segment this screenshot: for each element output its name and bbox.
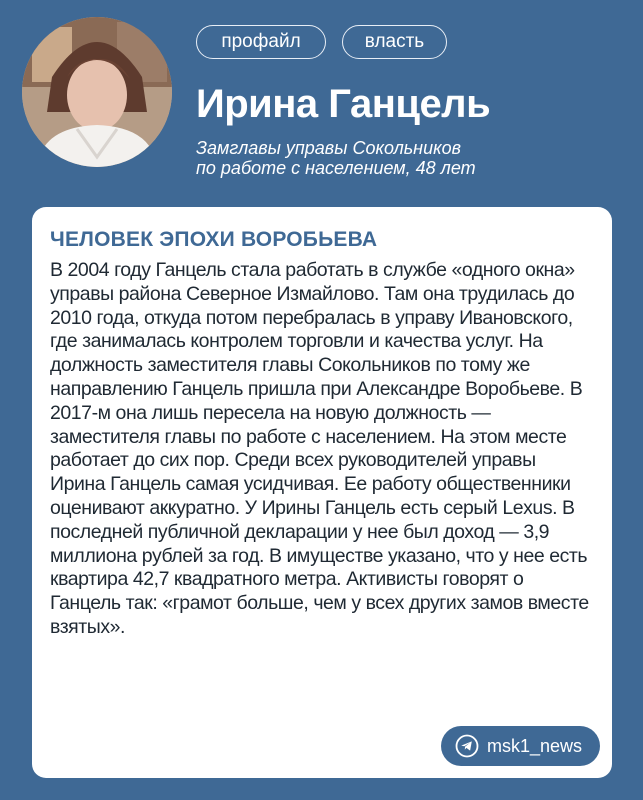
tag-list <box>196 25 447 59</box>
channel-badge[interactable] <box>441 726 600 766</box>
article-card <box>32 207 612 778</box>
channel-name: msk1_news <box>486 735 582 756</box>
subtitle-line-1: Замглавы управы Сокольников <box>196 138 462 158</box>
person-name: Ирина Ганцель <box>196 82 491 126</box>
portrait-image <box>22 17 172 167</box>
profile-photo <box>22 17 172 167</box>
tag-profile[interactable]: профайл <box>196 25 326 59</box>
person-subtitle <box>196 138 476 178</box>
telegram-icon <box>455 734 479 758</box>
tag-power[interactable]: власть <box>342 25 447 59</box>
subtitle-line-2: по работе с населением, 48 лет <box>196 158 476 178</box>
article-body: В 2004 году Ганцель стала работать в службе «одного окна» управы района Северное Измайлово. Там она трудилась до 2010 года, откуда потом перебралась в управу Ивановского, где занималась контролем торговли и качества услуг. На должность заместителя главы Сокольников по тому же направлению Ганцель пришла при Александре Воробьеве. В 2017-м она лишь пересела на новую должность — заместителя главы по работе с населением. На этом месте работает до сих пор. Среди всех руководителей управы Ирина Ганцель самая усидчивая. Ее работу общественники оценивают аккуратно. У Ирины Ганцель есть серый Lexus. В последней публичной декларации у нее был доход — 3,9 миллиона рублей за год. В имуществе указано, что у нее есть квартира 42,7 квадратного метра. Активисты говорят о Ганцель так: «грамот больше, чем у всех других замов вместе взятых». <box>50 259 589 638</box>
article-heading: ЧЕЛОВЕК ЭПОХИ ВОРОБЬЕВА <box>50 228 378 251</box>
